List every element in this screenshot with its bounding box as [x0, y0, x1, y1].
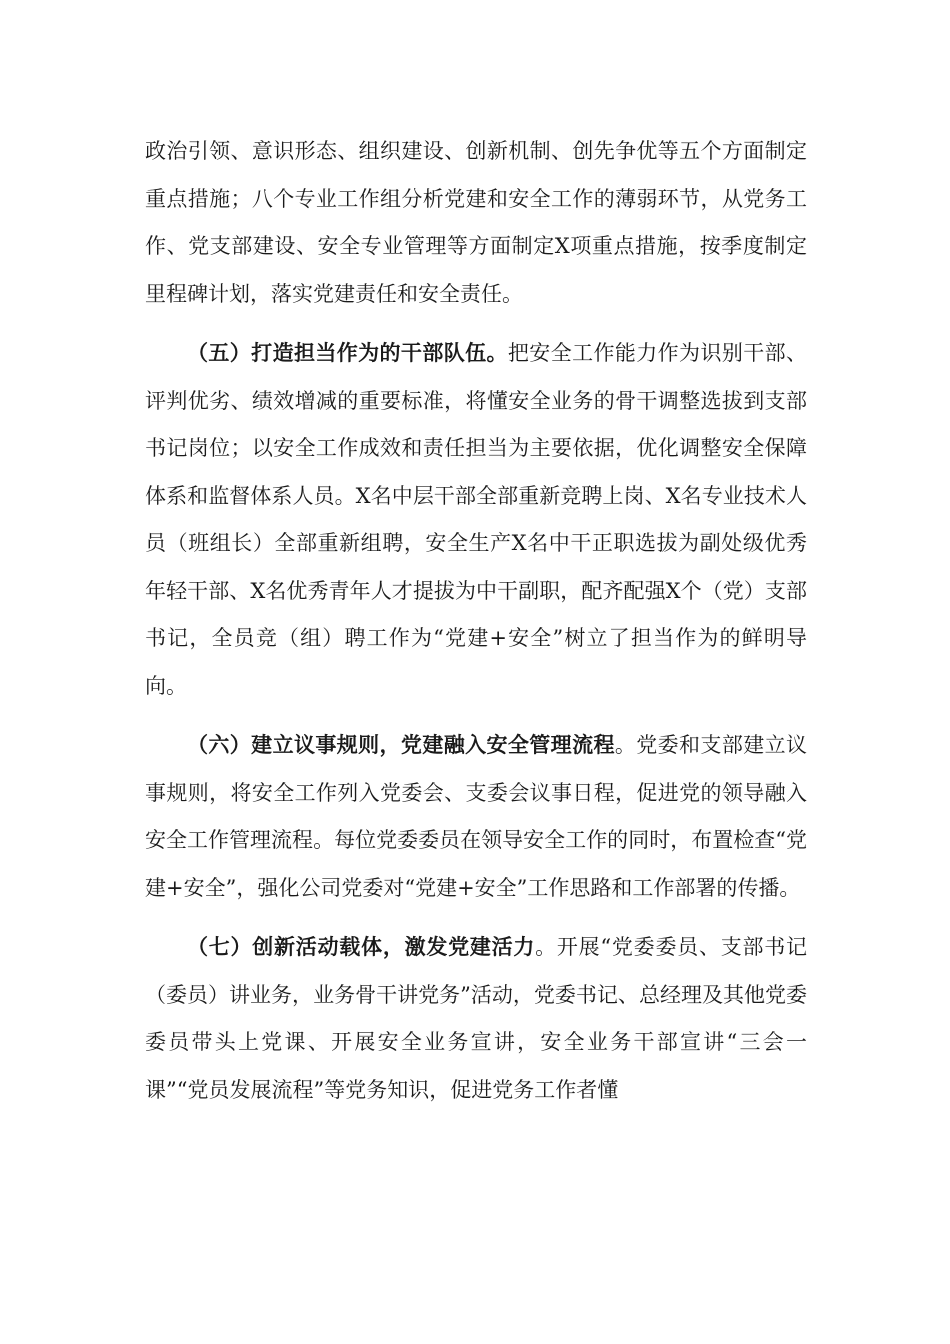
paragraph-section-5 — [145, 330, 807, 710]
paragraph-gap — [145, 912, 807, 924]
paragraph-gap — [145, 318, 807, 330]
paragraph-text: 。开展“党委委员、支部书记（委员）讲业务，业务骨干讲党务”活动，党委书记、总经理及其他党委委员带头上党课、开展安全业务宣讲，安全业务干部宣讲“三会一课”“党员发展流程”等党务知识，促进党务工作者懂 — [145, 935, 807, 1102]
section-heading: （六）建立议事规则，党建融入安全管理流程 — [187, 733, 615, 757]
section-heading: （七）创新活动载体，激发党建活力 — [187, 935, 536, 959]
paragraph-text: 把安全工作能力作为识别干部、评判优劣、绩效增减的重要标准，将懂安全业务的骨干调整选拔到支部书记岗位；以安全工作成效和责任担当为主要依据，优化调整安全保障体系和监督体系人员。X名中层干部全部重新竞聘上岗、X名专业技术人员（班组长）全部重新组聘，安全生产X名中干正职选拔为副处级优秀年轻干部、X名优秀青年人才提拔为中干副职，配齐配强X个（党）支部书记，全员竞（组）聘工作为“党建+安全”树立了担当作为的鲜明导向。 — [145, 341, 808, 698]
paragraph-section-7 — [145, 924, 807, 1114]
paragraph-text: 政治引领、意识形态、组织建设、创新机制、创先争优等五个方面制定重点措施；八个专业工作组分析党建和安全工作的薄弱环节，从党务工作、党支部建设、安全专业管理等方面制定X项重点措施，按季度制定里程碑计划，落实党建责任和安全责任。 — [145, 139, 807, 306]
paragraph-continuation — [145, 128, 807, 318]
section-heading: （五）打造担当作为的干部队伍。 — [187, 341, 508, 365]
paragraph-gap — [145, 710, 807, 722]
paragraph-section-6 — [145, 722, 807, 912]
document-body — [145, 128, 807, 1114]
paragraph-text: 。党委和支部建立议事规则，将安全工作列入党委会、支委会议事日程，促进党的领导融入安全工作管理流程。每位党委委员在领导安全工作的同时，布置检查“党建+安全”，强化公司党委对“党建+安全”工作思路和工作部署的传播。 — [145, 733, 808, 900]
